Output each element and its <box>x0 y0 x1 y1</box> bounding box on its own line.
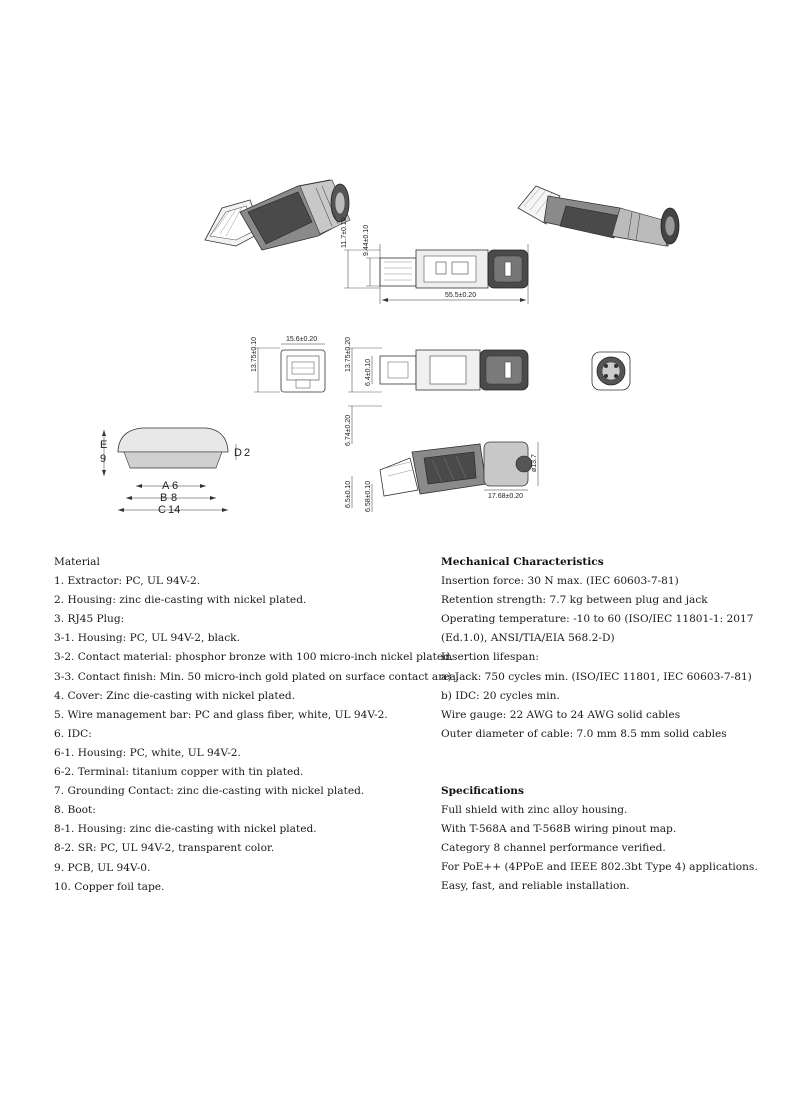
dim-width-15-6: 15.6±0.20 <box>286 336 318 343</box>
mechanical-item: Operating temperature: -10 to 60 (ISO/IEC 11801-1: 2017 (Ed.1.0), ANSI/TIA/EIA 568.2-D) <box>441 613 754 645</box>
material-item: 3-2. Contact material: phosphor bronze with 100 micro-inch nickel plated. <box>54 651 454 664</box>
material-item: 2. Housing: zinc die-casting with nickel plated. <box>54 594 307 607</box>
label-e: E <box>100 439 108 451</box>
dim-height-6-5: 6.5±0.10 <box>345 480 352 508</box>
mechanical-section <box>441 553 781 744</box>
label-b-value: 8 <box>171 492 178 504</box>
dim-diameter-13-7: ø13.7 <box>531 454 538 472</box>
material-heading: Material <box>54 556 100 568</box>
dim-height-13-75-a: 13.75±0.10 <box>251 337 258 372</box>
material-item: 6-1. Housing: PC, white, UL 94V-2. <box>54 746 241 759</box>
label-d: D <box>234 447 242 459</box>
material-item: 3. RJ45 Plug: <box>54 613 125 626</box>
material-section <box>54 553 460 897</box>
mechanical-item: Insertion lifespan: <box>441 651 539 664</box>
dim-length-55-5: 55.5±0.20 <box>445 292 477 299</box>
label-b: B <box>160 492 168 504</box>
mechanical-heading: Mechanical Characteristics <box>441 556 604 568</box>
mechanical-item: Outer diameter of cable: 7.0 mm 8.5 mm solid cables <box>441 727 727 740</box>
specifications-item: Category 8 channel performance verified. <box>441 842 666 855</box>
material-item: 7. Grounding Contact: zinc die-casting with nickel plated. <box>54 785 365 798</box>
material-item: 5. Wire management bar: PC and glass fiber, white, UL 94V-2. <box>54 708 388 721</box>
label-c-value: 14 <box>168 504 181 516</box>
material-item: 6. IDC: <box>54 727 92 740</box>
dim-height-9-44: 9.44±0.10 <box>363 224 370 256</box>
mechanical-item: Insertion force: 30 N max. (IEC 60603-7-81) <box>441 575 679 588</box>
material-item: 4. Cover: Zinc die-casting with nickel plated. <box>54 689 296 702</box>
section-spacer <box>441 744 781 763</box>
mechanical-item: Wire gauge: 22 AWG to 24 AWG solid cables <box>441 708 681 721</box>
connector-perspective-left <box>205 180 350 250</box>
dim-height-13-75-b: 13.75±0.20 <box>345 337 352 372</box>
specifications-section <box>441 782 781 897</box>
label-c: C <box>158 504 166 516</box>
label-e-value: 9 <box>100 453 107 465</box>
connector-end-view <box>592 352 630 390</box>
mechanical-item: b) IDC: 20 cycles min. <box>441 689 560 702</box>
dim-height-6-74: 6.74±0.20 <box>345 414 352 446</box>
material-item: 1. Extractor: PC, UL 94V-2. <box>54 575 201 588</box>
dim-height-11-7: 11.7±0.10 <box>341 217 348 248</box>
section-spacer <box>441 763 781 782</box>
material-item: 9. PCB, UL 94V-0. <box>54 861 151 874</box>
material-item: 6-2. Terminal: titanium copper with tin plated. <box>54 766 304 779</box>
mechanical-item: a) Jack: 750 cycles min. (ISO/IEC 11801, IEC 60603-7-81) <box>441 670 752 683</box>
dim-height-6-4: 6.4±0.10 <box>365 358 372 386</box>
specifications-item: Easy, fast, and reliable installation. <box>441 880 630 893</box>
right-column <box>441 553 781 897</box>
label-a: A <box>162 480 170 492</box>
material-item: 3-1. Housing: PC, UL 94V-2, black. <box>54 632 240 645</box>
material-item: 8. Boot: <box>54 804 96 817</box>
dim-height-6-58: 6.58±0.10 <box>365 480 372 512</box>
specifications-heading: Specifications <box>441 784 524 797</box>
label-a-value: 6 <box>172 480 179 492</box>
connector-middle-view <box>345 337 528 392</box>
dim-length-17-68: 17.68±0.20 <box>488 493 523 500</box>
connector-bottom-view <box>345 406 538 512</box>
profile-cross-section <box>100 428 250 516</box>
connector-side-view <box>341 217 528 304</box>
technical-drawings <box>0 0 800 540</box>
connector-perspective-right <box>518 186 679 246</box>
material-item: 8-2. SR: PC, UL 94V-2, transparent color. <box>54 842 275 855</box>
specifications-item: With T-568A and T-568B wiring pinout map. <box>441 823 677 836</box>
material-item: 10. Copper foil tape. <box>54 880 165 893</box>
material-item: 8-1. Housing: zinc die-casting with nickel plated. <box>54 823 317 836</box>
specifications-item: For PoE++ (4PPoE and IEEE 802.3bt Type 4) applications. <box>441 861 758 874</box>
mechanical-item: Retention strength: 7.7 kg between plug and jack <box>441 594 708 607</box>
connector-front-view <box>251 336 325 392</box>
label-d-value: 2 <box>244 447 251 459</box>
specifications-item: Full shield with zinc alloy housing. <box>441 804 628 817</box>
material-item: 3-3. Contact finish: Min. 50 micro-inch gold plated on surface contact area. <box>54 670 460 683</box>
